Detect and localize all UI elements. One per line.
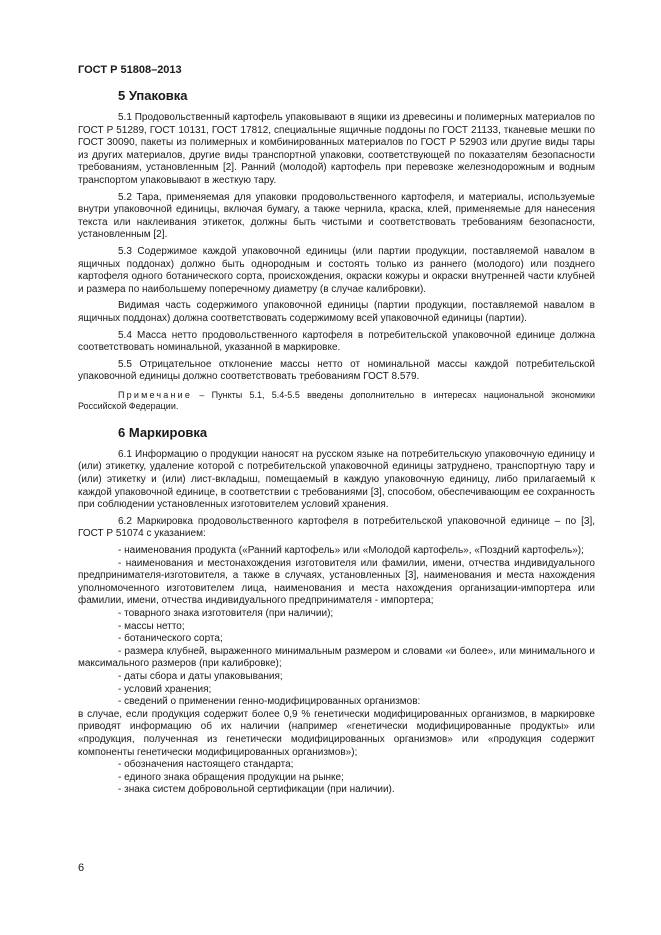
document-id: ГОСТ Р 51808–2013 <box>78 64 182 76</box>
document-body <box>78 88 595 797</box>
list-item: - обозначения настоящего стандарта; <box>118 759 294 771</box>
list-item: - единого знака обращения продукции на рынке; <box>118 771 344 783</box>
note <box>78 390 595 413</box>
paragraph-5-3-visible: Видимая часть содержимого упаковочной единицы (партии продукции, поставляемой навалом в ящичных поддонах) должна соответствовать содержимому всей упаковочной единицы (партии). <box>78 300 595 324</box>
section-6-title: 6 Маркировка <box>118 424 208 440</box>
section-5-title: 5 Упаковка <box>118 88 188 103</box>
paragraph-6-1: 6.1 Информацию о продукции наносят на русском языке на потребительскую упаковочную единицу и (или) этикетку, удаление которой с потребительской упаковочной единицы затруднено, транспортную тару и (или) этикетку и (или) лист-вкладыш, помещаемый в каждую упаковочную единицу, либо прилагаемый к каждой упаковочной единице, в соответствии с требованиями [3], способом, обеспечивающим ее сохранность при соблюдении установленных изготовителем условий хранения. <box>78 448 595 511</box>
page-number: 6 <box>78 862 85 874</box>
gmo-text: в случае, если продукция содержит более 0,9 % генетически модифицированных организмов, в маркировке приводят информацию об их наличии (например «генетически модифицированные продукты» или «продукция, полученная из генетически модифицированных организмов» или «продукция содержит компоненты генетически модифицированных организмов»); <box>78 708 595 758</box>
paragraph-5-1: 5.1 Продовольственный картофель упаковывают в ящики из древесины и полимерных материалов по ГОСТ Р 51289, ГОСТ 10131, ГОСТ 17812, специальные ящичные поддоны по ГОСТ 21133, тканевые мешки по ГОСТ 30090, пакеты из полимерных и комбинированных материалов по ГОСТ Р 52903 или другие виды тары из других материалов, другие виды транспортной упаковки, соответствующей по показателям безопасности требованиям, установленным [2]. Ранний (молодой) картофель при перевозке железнодорожным и водным транспортом упаковывают в жесткую тару. <box>78 112 595 186</box>
paragraph-5-5: 5.5 Отрицательное отклонение массы нетто от номинальной массы каждой потребительской упаковочной единицы должно соответствовать требованиям ГОСТ 8.579. <box>78 358 595 383</box>
list-item: - сведений о применении генно-модифицированных организмов: <box>118 696 421 708</box>
list-item: - условий хранения; <box>118 683 212 695</box>
list-item: - размера клубней, выраженного минимальным размером и словами «и более», или минимального и максимального размеров (при калибровке); <box>78 645 595 670</box>
list-item: - наименования продукта («Ранний картофель» или «Молодой картофель», «Поздний картофель»); <box>118 545 584 557</box>
note-text: – Пункты 5.1, 5.4-5.5 введены дополнительно в интересах национальной экономики Российской Федерации. <box>78 389 595 412</box>
paragraph-6-2: 6.2 Маркировка продовольственного картофеля в потребительской упаковочной единице – по [3], ГОСТ Р 51074 с указанием: <box>78 515 595 540</box>
list-item: - наименования и местонахождения изготовителя или фамилии, имени, отчества индивидуального предпринимателя-изготовителя, а также в случаях, установленных [3], наименования и места нахождения уполномоченного изготовителем лица, наименования и места нахождения организации-импортера или фамилии, имени, отчества индивидуального предпринимателя - импортера; <box>78 557 595 607</box>
note-label: Примечание <box>118 389 193 400</box>
list-item: - массы нетто; <box>118 620 185 632</box>
paragraph-5-2: 5.2 Тара, применяемая для упаковки продовольственного картофеля, и материалы, используемые внутри упаковочной единицы, включая бумагу, а также чернила, краска, клей, применяемые для нанесения текста или наклеивания этикеток, должны быть чистыми и соответствовать требованиям безопасности, установленным [2]. <box>78 191 595 241</box>
paragraph-5-4: 5.4 Масса нетто продовольственного картофеля в потребительской упаковочной единице должна соответствовать номинальной, указанной в маркировке. <box>78 329 595 354</box>
list-item: - ботанического сорта; <box>118 633 223 645</box>
paragraph-5-3: 5.3 Содержимое каждой упаковочной единицы (или партии продукции, поставляемой навалом в ящичных поддонах) должно быть однородным и состоять только из раннего (молодого) или позднего картофеля одного ботанического сорта, происхождения, окраски кожуры и окраски внутренней части клубней и размера по наибольшему поперечному диаметру (в случае калибровки). <box>78 245 595 295</box>
list-item: - знака систем добровольной сертификации (при наличии). <box>118 784 395 796</box>
list-item: - даты сбора и даты упаковывания; <box>118 670 283 682</box>
list-item: - товарного знака изготовителя (при наличии); <box>118 608 334 619</box>
